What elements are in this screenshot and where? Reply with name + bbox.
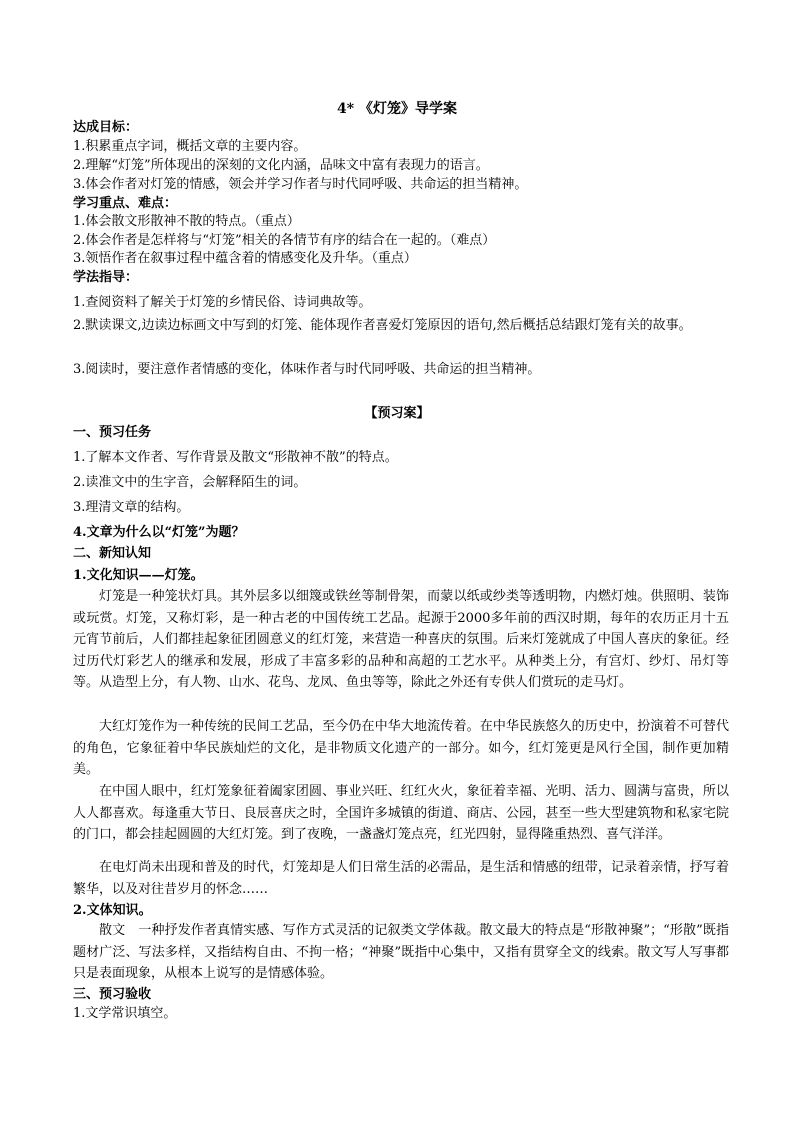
goal-item: 1.积累重点字词，概括文章的主要内容。 xyxy=(73,139,307,154)
preview-heading: 【预习案】 xyxy=(364,406,430,421)
method-item: 3.阅读时，要注意作者情感的变化，体味作者与时代同呼吸、共命运的担当精神。 xyxy=(73,362,541,377)
body-paragraph: 大红灯笼作为一种传统的民间工艺品，至今仍在中华大地流传着。在中华民族悠久的历史中，扮演着不可替代的角色，它象征着中华民族灿烂的文化，是非物质文化遗产的一部分。如今，红灯笼更是风行全国，制作更加精美。 xyxy=(73,719,729,778)
body-paragraph: 散文 一种抒发作者真情实感、写作方式灵活的记叙类文学体裁。散文最大的特点是“形散神聚”；“形散”既指题材广泛、写法多样，又指结构自由、不拘一格；“神聚”既指中心集中，又指有贯穿全文的线索。散文写人写事都只是表面现象，从根本上说写的是情感体验。 xyxy=(73,923,729,982)
method-item: 2.默读课文,边读边标画文中写到的灯笼、能体现作者喜爱灯笼原因的语句,然后概括总结跟灯笼有关的故事。 xyxy=(73,318,692,333)
key-point-item: 1.体会散文形散神不散的特点。（重点） xyxy=(73,214,300,229)
methods-heading: 学法指导： xyxy=(73,270,139,285)
key-points-heading: 学习重点、难点： xyxy=(73,196,178,211)
key-point-item: 2.体会作者是怎样将与“灯笼”相关的各情节有序的结合在一起的。（难点） xyxy=(73,233,496,248)
section-heading: 三、预习验收 xyxy=(73,987,152,1002)
page-title: 4* 《灯笼》导学案 xyxy=(337,101,457,117)
section-heading: 二、新知认知 xyxy=(73,546,152,561)
section-heading: 一、预习任务 xyxy=(73,425,152,440)
task-item: 4.文章为什么以“灯笼”为题？ xyxy=(73,525,245,540)
goal-item: 2.理解“灯笼”所体现出的深刻的文化内涵，品味文中富有表现力的语言。 xyxy=(73,158,489,173)
subsection-heading: 1.文化知识——灯笼。 xyxy=(73,568,204,583)
task-item: 2.读准文中的生字音，会解释陌生的词。 xyxy=(73,475,307,490)
key-point-item: 3.领悟作者在叙事过程中蕴含着的情感变化及升华。（重点） xyxy=(73,251,417,266)
body-paragraph: 在中国人眼中，红灯笼象征着阖家团圆、事业兴旺、红红火火，象征着幸福、光明、活力、圆满与富贵，所以人人都喜欢。每逢重大节日、良辰喜庆之时，全国许多城镇的街道、商店、公园，甚至一些大型建筑物和私家宅院的门口，都会挂起圆圆的大红灯笼。到了夜晚，一盏盏灯笼点亮，红光四射，显得隆重热烈、喜气洋洋。 xyxy=(73,784,729,843)
task-item: 1.了解本文作者、写作背景及散文“形散神不散”的特点。 xyxy=(73,450,398,465)
body-paragraph: 在电灯尚未出现和普及的时代，灯笼却是人们日常生活的必需品，是生活和情感的纽带，记录着亲情，抒写着繁华，以及对往昔岁月的怀念…… xyxy=(73,860,729,897)
subsection-heading: 2.文体知识。 xyxy=(73,903,152,918)
method-item: 1.查阅资料了解关于灯笼的乡情民俗、诗词典故等。 xyxy=(73,295,372,310)
goals-heading: 达成目标： xyxy=(73,120,139,135)
task-item: 3.理清文章的结构。 xyxy=(73,500,190,515)
goal-item: 3.体会作者对灯笼的情感，领会并学习作者与时代同呼吸、共命运的担当精神。 xyxy=(73,177,528,192)
body-paragraph: 灯笼是一种笼状灯具。其外层多以细篾或铁丝等制骨架，而蒙以纸或纱类等透明物，内燃灯烛。供照明、装饰或玩赏。灯笼，又称灯彩，是一种古老的中国传统工艺品。起源于2000多年前的西汉时期，每年的农历正月十五元宵节前后，人们都挂起象征团圆意义的红灯笼，来营造一种喜庆的氛围。后来灯笼就成了中国人喜庆的象征。经过历代灯彩艺人的继承和发展，形成了丰富多彩的品种和高超的工艺水平。从种类上分，有宫灯、纱灯、吊灯等等。从造型上分，有人物、山水、花鸟、龙凤、鱼虫等等，除此之外还有专供人们赏玩的走马灯。 xyxy=(73,589,729,691)
exercise-item: 1.文学常识填空。 xyxy=(73,1006,177,1021)
